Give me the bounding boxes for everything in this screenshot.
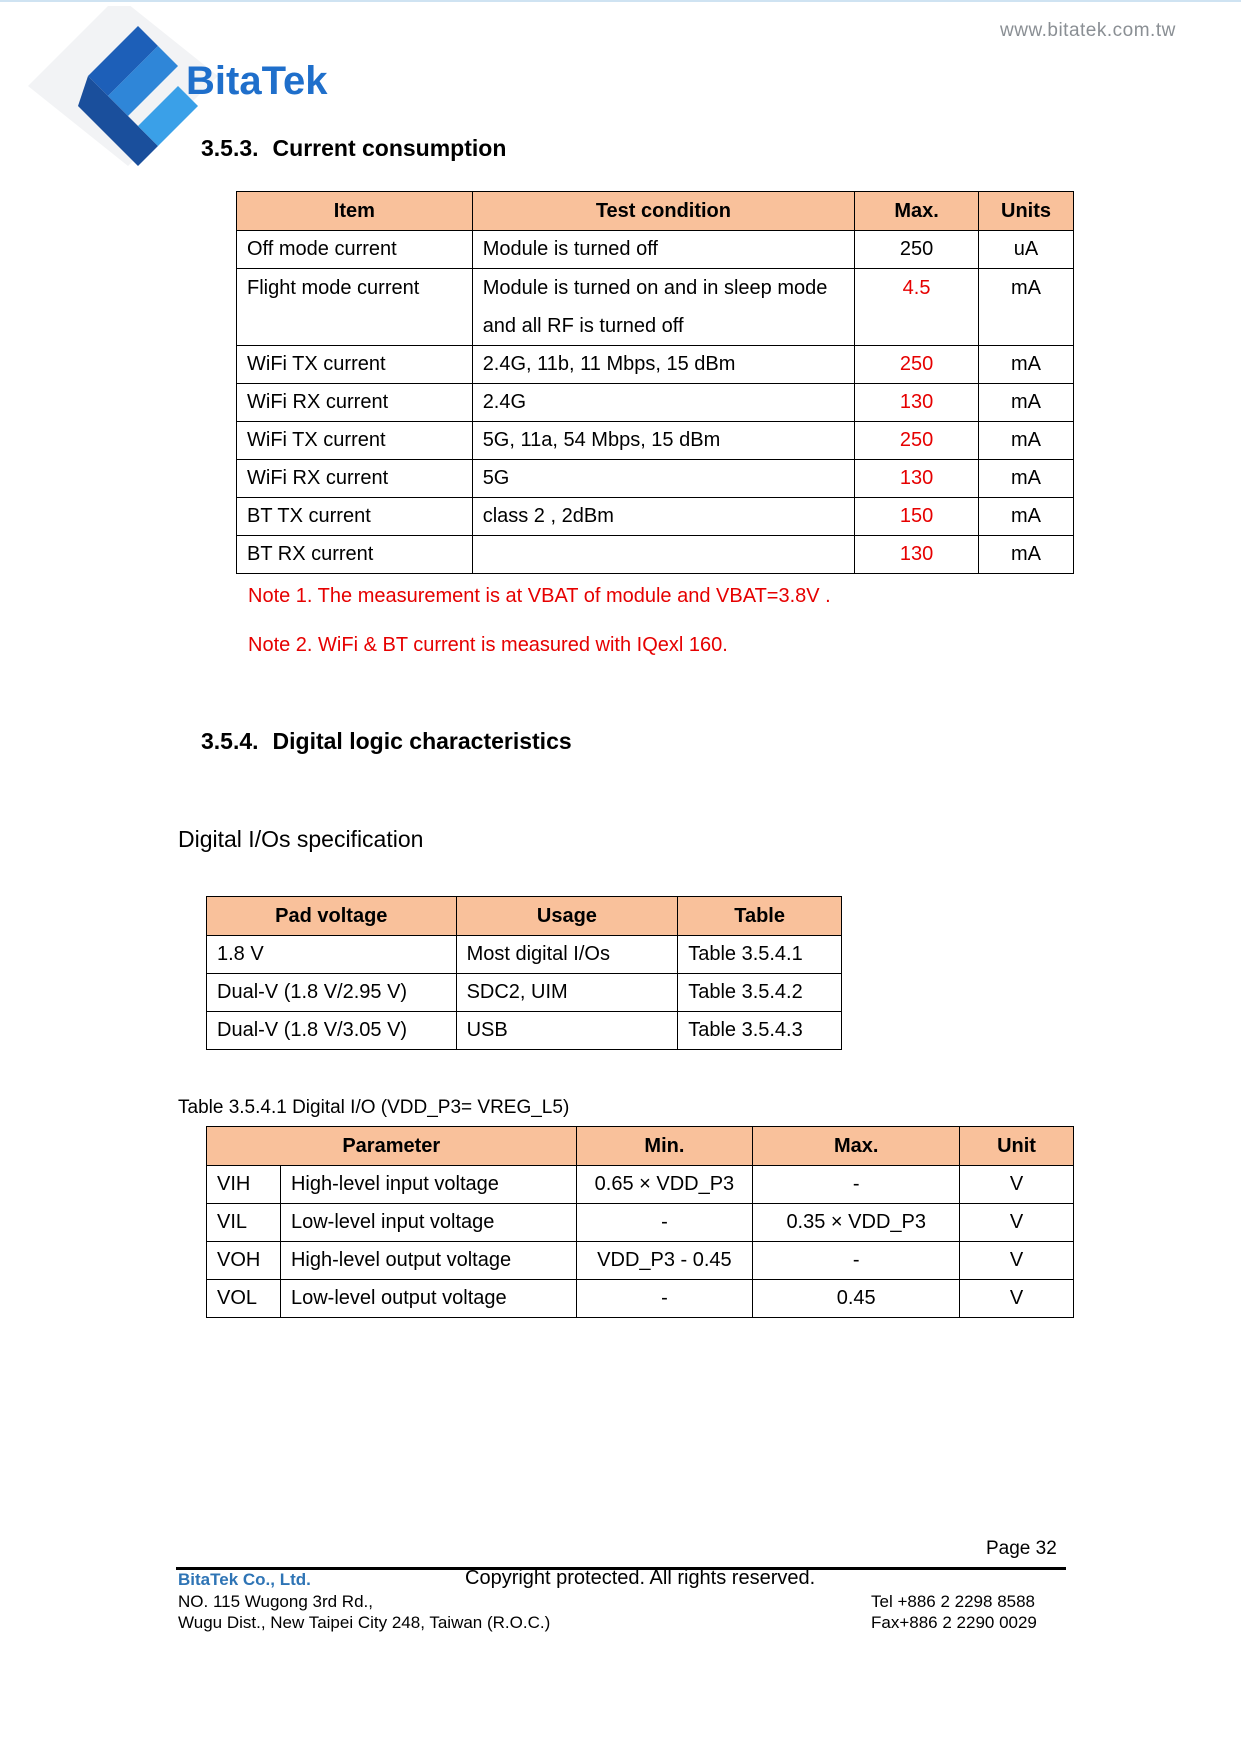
footer-company: BitaTek Co., Ltd. <box>178 1570 311 1589</box>
table-cell: V <box>960 1280 1074 1318</box>
cell-unit: mA <box>979 269 1074 346</box>
cell-max: 130 <box>855 536 979 574</box>
cell-max: 250 <box>855 231 979 269</box>
table-cell: Dual-V (1.8 V/3.05 V) <box>207 1012 457 1050</box>
digital-io-caption: Table 3.5.4.1 Digital I/O (VDD_P3= VREG_L5) <box>178 1097 570 1118</box>
website-url: www.bitatek.com.tw <box>1000 20 1176 41</box>
cell-max: 150 <box>855 498 979 536</box>
table-cell: VOL <box>207 1280 281 1318</box>
table-cell: V <box>960 1242 1074 1280</box>
cell-item: WiFi RX current <box>237 384 473 422</box>
header-item: Item <box>237 192 473 231</box>
table-row <box>237 460 1074 498</box>
table-row <box>207 974 842 1012</box>
table-header-row <box>207 1127 1074 1166</box>
table-cell: Dual-V (1.8 V/2.95 V) <box>207 974 457 1012</box>
header-pad-voltage: Pad voltage <box>207 897 457 936</box>
cell-max: 250 <box>855 422 979 460</box>
table-header-row <box>207 897 842 936</box>
table-row <box>207 1166 1074 1204</box>
table-cell: High-level output voltage <box>280 1242 576 1280</box>
table-row <box>207 1012 842 1050</box>
cell-unit: uA <box>979 231 1074 269</box>
table-row <box>207 1280 1074 1318</box>
table-row <box>237 231 1074 269</box>
header-usage: Usage <box>456 897 678 936</box>
footer-address-line1: NO. 115 Wugong 3rd Rd., <box>178 1592 373 1611</box>
table-cell: - <box>576 1204 753 1242</box>
cell-test-condition: 5G <box>472 460 854 498</box>
table-row <box>207 1242 1074 1280</box>
section-354-heading: 3.5.4. Digital logic characteristics <box>201 728 572 754</box>
header-min: Min. <box>576 1127 753 1166</box>
footer-copyright: Copyright protected. All rights reserved. <box>465 1567 816 1589</box>
cell-line: Module is turned on and in sleep mode <box>482 277 828 299</box>
table-header-row <box>237 192 1074 231</box>
header-unit: Unit <box>960 1127 1074 1166</box>
cell-max: 4.5 <box>855 269 979 346</box>
section-353-heading: 3.5.3. Current consumption <box>201 135 507 161</box>
cell-test-condition: class 2 , 2dBm <box>472 498 854 536</box>
cell-test-condition <box>472 536 854 574</box>
table-cell: SDC2, UIM <box>456 974 678 1012</box>
digital-io-heading: Digital I/Os specification <box>178 826 424 852</box>
table-cell: 1.8 V <box>207 936 457 974</box>
cell-test-condition: Module is turned off <box>472 231 854 269</box>
cell-unit: mA <box>979 536 1074 574</box>
table-row <box>237 346 1074 384</box>
cell-unit: mA <box>979 346 1074 384</box>
note-1: Note 1. The measurement is at VBAT of module and VBAT=3.8V . <box>248 585 831 607</box>
table-row <box>207 1204 1074 1242</box>
digital-io-table <box>206 1126 1074 1318</box>
table-cell: - <box>753 1166 960 1204</box>
table-row <box>207 936 842 974</box>
cell-unit: mA <box>979 422 1074 460</box>
top-border <box>0 0 1241 2</box>
pad-voltage-table <box>206 896 842 1050</box>
table-row <box>237 498 1074 536</box>
table-cell: - <box>753 1242 960 1280</box>
cell-test-condition: 2.4G, 11b, 11 Mbps, 15 dBm <box>472 346 854 384</box>
table-cell: Most digital I/Os <box>456 936 678 974</box>
footer-address-line2: Wugu Dist., New Taipei City 248, Taiwan (R.O.C.) <box>178 1613 551 1632</box>
table-row <box>237 384 1074 422</box>
table-cell: VIH <box>207 1166 281 1204</box>
header-parameter: Parameter <box>207 1127 577 1166</box>
cell-max: 250 <box>855 346 979 384</box>
table-cell: V <box>960 1204 1074 1242</box>
table-row <box>237 536 1074 574</box>
header-max: Max. <box>855 192 979 231</box>
cell-test-condition <box>472 269 854 346</box>
table-cell: 0.65 × VDD_P3 <box>576 1166 753 1204</box>
table-cell: 0.45 <box>753 1280 960 1318</box>
table-cell: V <box>960 1166 1074 1204</box>
cell-unit: mA <box>979 498 1074 536</box>
table-cell: - <box>576 1280 753 1318</box>
table-cell: USB <box>456 1012 678 1050</box>
svg-text:BitaTek: BitaTek <box>186 59 328 103</box>
cell-max: 130 <box>855 460 979 498</box>
table-cell: VDD_P3 - 0.45 <box>576 1242 753 1280</box>
header-table: Table <box>678 897 842 936</box>
cell-unit: mA <box>979 384 1074 422</box>
table-cell: Table 3.5.4.1 <box>678 936 842 974</box>
table-cell: Table 3.5.4.2 <box>678 974 842 1012</box>
header-test-condition: Test condition <box>472 192 854 231</box>
current-consumption-table <box>236 191 1074 574</box>
table-cell: 0.35 × VDD_P3 <box>753 1204 960 1242</box>
cell-item: WiFi TX current <box>237 422 473 460</box>
cell-max: 130 <box>855 384 979 422</box>
header-units: Units <box>979 192 1074 231</box>
table-cell: VOH <box>207 1242 281 1280</box>
footer-tel: Tel +886 2 2298 8588 <box>871 1592 1036 1611</box>
cell-item: BT TX current <box>237 498 473 536</box>
table-cell: High-level input voltage <box>280 1166 576 1204</box>
cell-item: WiFi TX current <box>237 346 473 384</box>
cell-item: BT RX current <box>237 536 473 574</box>
table-cell: VIL <box>207 1204 281 1242</box>
cell-unit: mA <box>979 460 1074 498</box>
cell-item: WiFi RX current <box>237 460 473 498</box>
page-number: Page 32 <box>986 1538 1057 1559</box>
cell-item: Off mode current <box>237 231 473 269</box>
table-row <box>237 269 1074 346</box>
cell-test-condition: 2.4G <box>472 384 854 422</box>
table-cell: Low-level input voltage <box>280 1204 576 1242</box>
footer-fax: Fax+886 2 2290 0029 <box>871 1613 1037 1632</box>
cell-item: Flight mode current <box>237 269 473 346</box>
table-cell: Table 3.5.4.3 <box>678 1012 842 1050</box>
header-max: Max. <box>753 1127 960 1166</box>
table-cell: Low-level output voltage <box>280 1280 576 1318</box>
cell-test-condition: 5G, 11a, 54 Mbps, 15 dBm <box>472 422 854 460</box>
note-2: Note 2. WiFi & BT current is measured with IQexl 160. <box>248 634 728 656</box>
table-row <box>237 422 1074 460</box>
cell-line: and all RF is turned off <box>482 315 684 337</box>
